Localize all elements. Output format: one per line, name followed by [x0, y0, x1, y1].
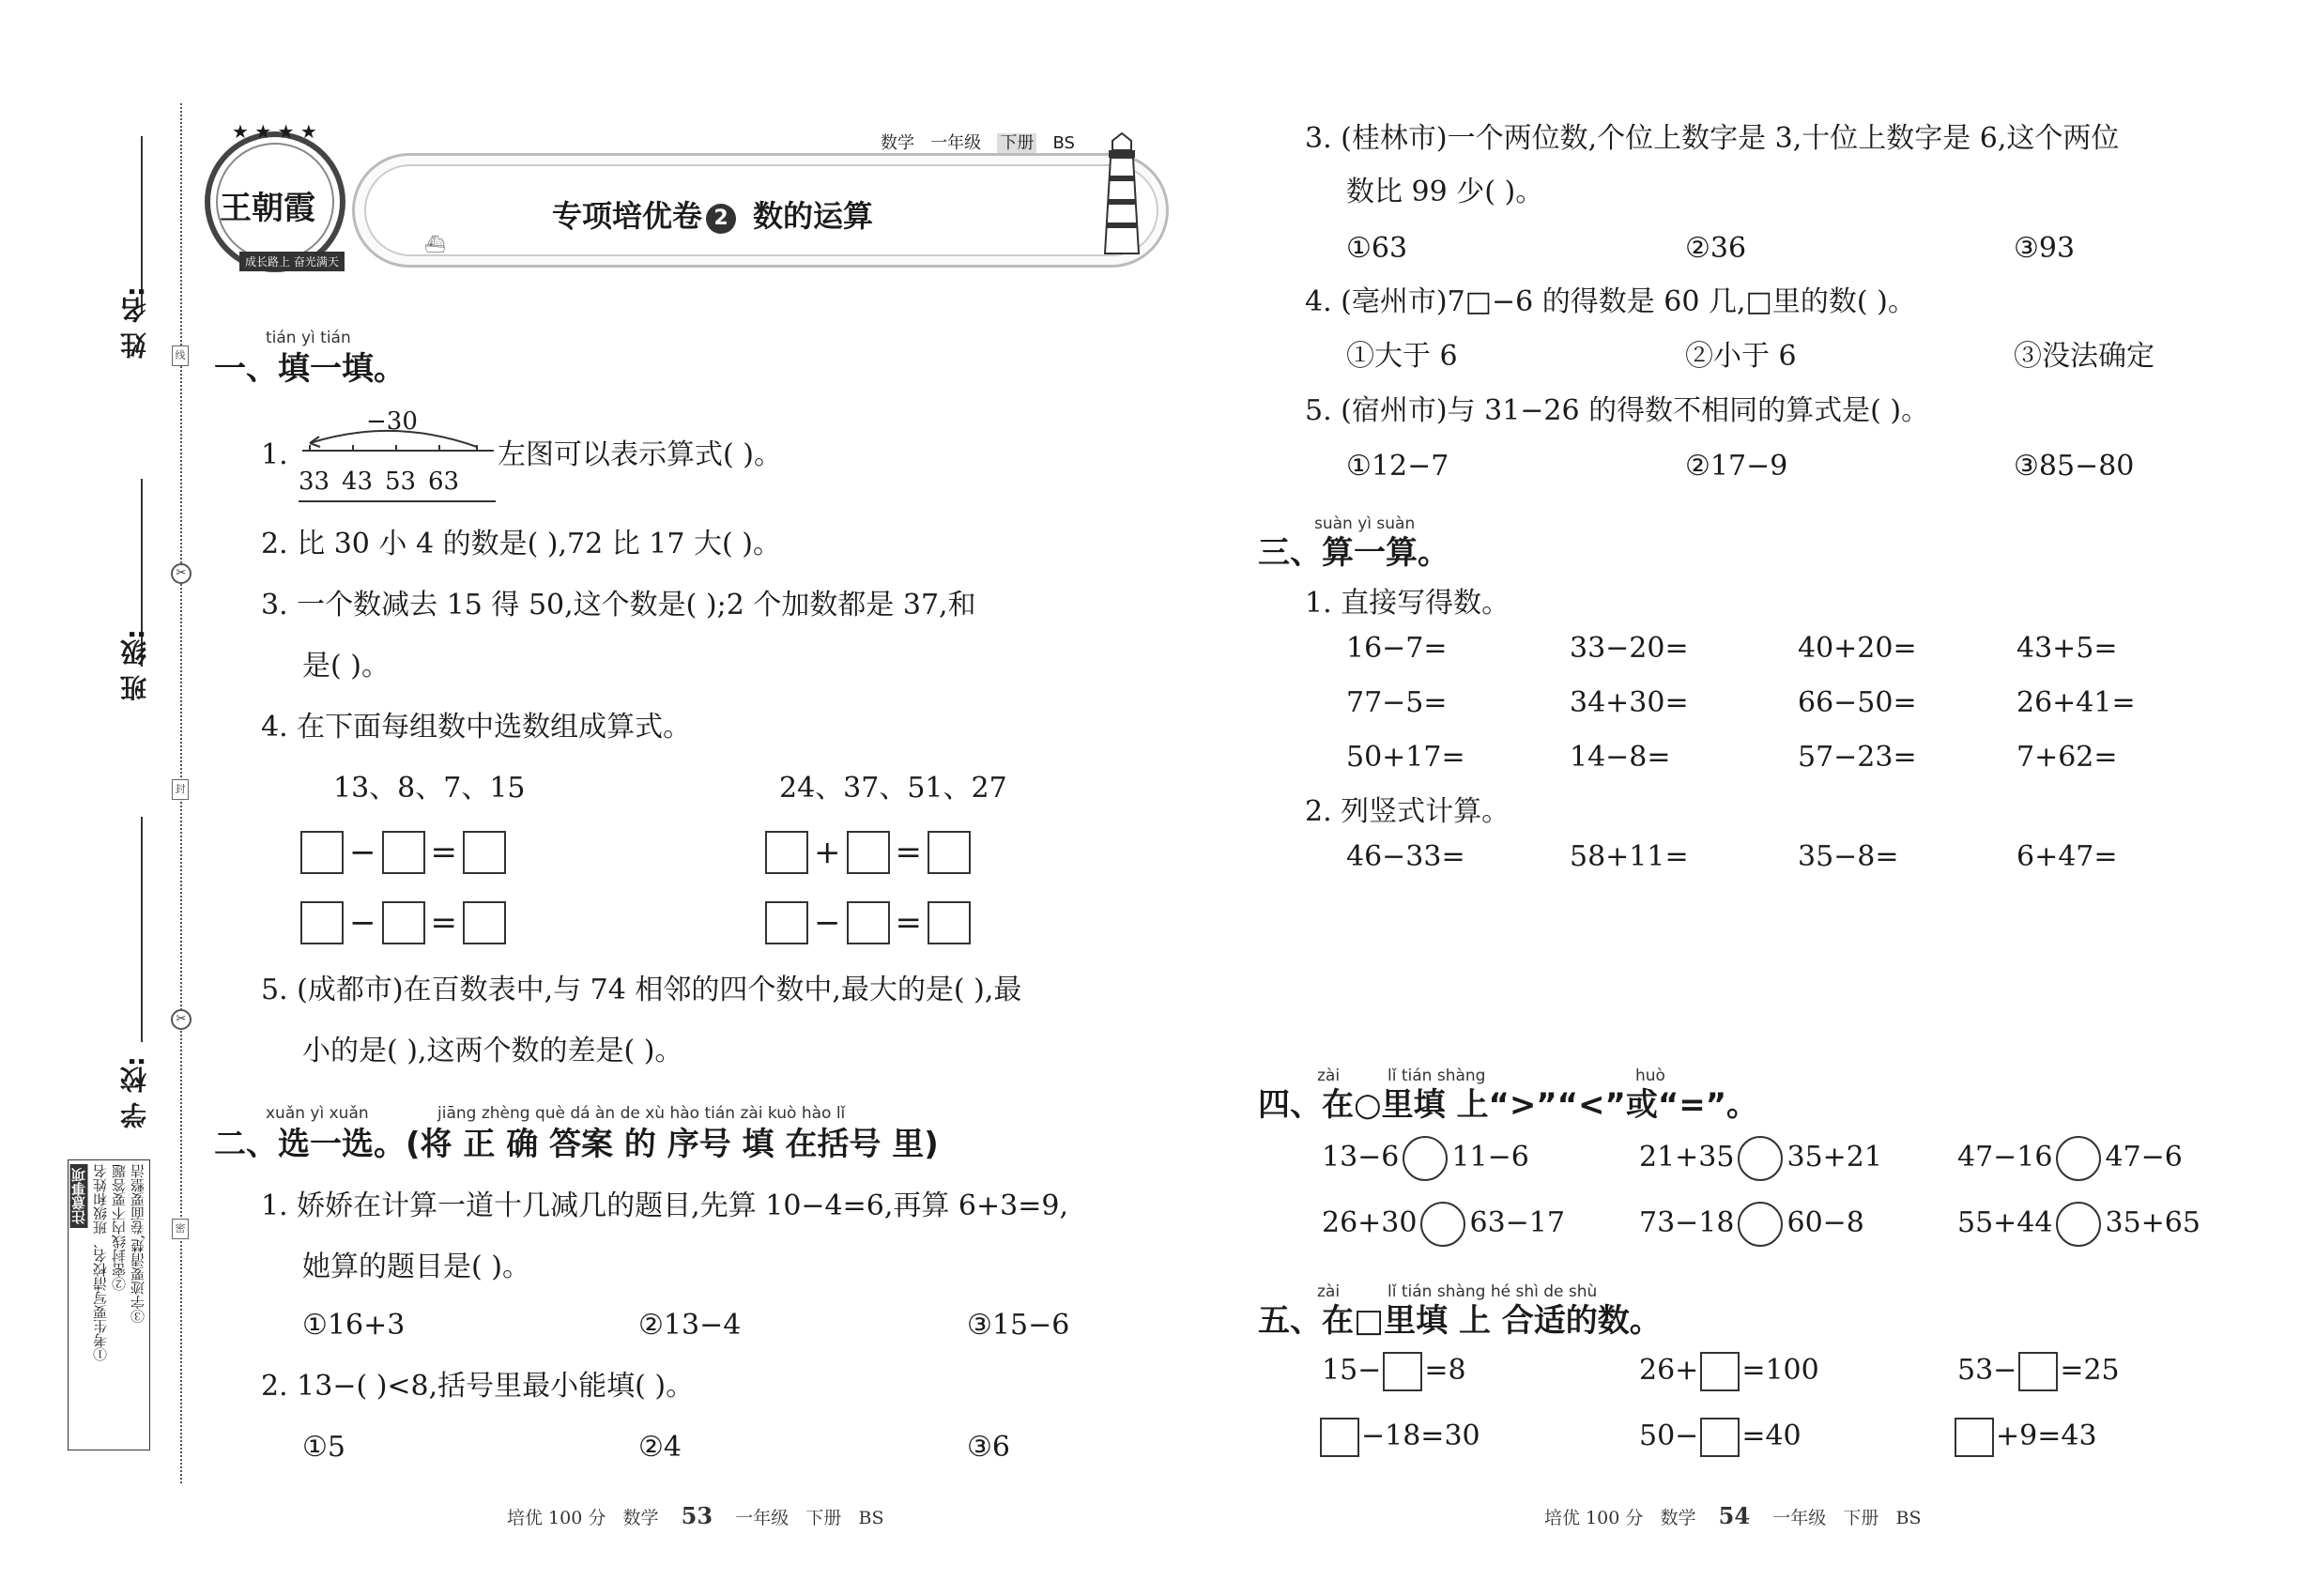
- calc-item: 58+11=: [1570, 840, 1689, 873]
- notice-item: ③字迹要清楚,卷面要整洁: [130, 1164, 146, 1324]
- question-text: 5. (宿州市)与 31−26 的得数不相同的算式是( )。: [1305, 394, 1930, 427]
- compare-item: 47−16 47−6: [1957, 1136, 2183, 1181]
- question-text: 1. 娇娇在计算一道十几减几的题目,先算 10−4=6,再算 6+3=9,: [261, 1189, 1068, 1222]
- jump-label: −30: [366, 407, 418, 436]
- answer-box[interactable]: [300, 831, 344, 874]
- question-text: 2. 13−( )<8,括号里最小能填( )。: [261, 1370, 695, 1403]
- answer-box[interactable]: [1383, 1352, 1422, 1391]
- tick-label: 43: [342, 468, 374, 496]
- question-text: 1. 直接写得数。: [1305, 587, 1510, 620]
- answer-box[interactable]: [463, 831, 506, 874]
- answer-box[interactable]: [1955, 1418, 1994, 1457]
- fill-item: 15− =8: [1322, 1352, 1466, 1391]
- option[interactable]: ③85−80: [2014, 450, 2135, 483]
- compare-circle[interactable]: [1403, 1136, 1448, 1181]
- question-text: 是( )。: [302, 650, 390, 683]
- calc-item: 16−7=: [1346, 632, 1448, 665]
- equation-blanks: − =: [765, 901, 971, 944]
- answer-box[interactable]: [2018, 1352, 2058, 1391]
- answer-box[interactable]: [765, 901, 808, 944]
- answer-box[interactable]: [765, 831, 808, 874]
- calc-item: 57−23=: [1798, 741, 1917, 774]
- answer-box[interactable]: [463, 901, 506, 944]
- option[interactable]: ③没法确定: [2014, 340, 2154, 373]
- fill-item: +9=43: [1953, 1418, 2097, 1457]
- pinyin: huò: [1635, 1067, 1665, 1085]
- answer-box[interactable]: [928, 831, 971, 874]
- option[interactable]: ③6: [967, 1431, 1010, 1464]
- option[interactable]: ①16+3: [302, 1309, 406, 1342]
- answer-box[interactable]: [847, 901, 890, 944]
- pinyin: zài: [1317, 1282, 1341, 1301]
- calc-item: 7+62=: [2016, 741, 2118, 774]
- calc-item: 35−8=: [1798, 840, 1899, 873]
- scissors-icon: ✂: [171, 1009, 192, 1030]
- section-1-title: 一、填一填。: [214, 350, 406, 388]
- compare-item: 73−18 60−8: [1639, 1202, 1864, 1247]
- question-text: 她算的题目是( )。: [302, 1251, 530, 1283]
- question-text: 3. 一个数减去 15 得 50,这个数是( );2 个加数都是 37,和: [261, 589, 976, 622]
- compare-item: 26+30 63−17: [1322, 1202, 1565, 1247]
- calc-item: 26+41=: [2016, 686, 2136, 719]
- pinyin: zài: [1317, 1067, 1341, 1085]
- page-title: 专项培优卷 2 数的运算: [552, 198, 874, 234]
- cut-mark: 密: [172, 1219, 189, 1239]
- answer-box[interactable]: [1700, 1418, 1740, 1457]
- calc-item: 34+30=: [1570, 686, 1689, 719]
- cut-mark: 线: [172, 345, 189, 366]
- question-number: 1.: [261, 438, 288, 471]
- notice-box: [68, 1159, 150, 1450]
- answer-box[interactable]: [382, 831, 425, 874]
- calc-item: 33−20=: [1570, 632, 1689, 665]
- equation-blanks: − =: [300, 901, 506, 944]
- answer-box[interactable]: [382, 901, 425, 944]
- calc-item: 46−33=: [1346, 840, 1465, 873]
- compare-circle[interactable]: [1738, 1136, 1783, 1181]
- notice-title: 注意事项: [70, 1164, 88, 1228]
- pinyin: lǐ tián shàng: [1388, 1067, 1486, 1085]
- compare-item: 21+35 35+21: [1639, 1136, 1882, 1181]
- compare-circle[interactable]: [2056, 1202, 2101, 1247]
- option[interactable]: ①大于 6: [1346, 340, 1458, 373]
- page-number: 54: [1718, 1502, 1751, 1529]
- question-text: 4. 在下面每组数中选数组成算式。: [261, 711, 692, 744]
- calc-item: 43+5=: [2016, 632, 2118, 665]
- pinyin: jiāng zhèng què dá àn de xù hào tián zài kuò hào lǐ: [437, 1104, 846, 1123]
- header-meta: 数学 一年级 下册 BS: [881, 133, 1075, 153]
- fill-item: 50− =40: [1639, 1418, 1802, 1457]
- option[interactable]: ③15−6: [967, 1309, 1070, 1342]
- name-label: 姓 名:: [119, 286, 150, 359]
- question-text: 2. 比 30 小 4 的数是( ),72 比 17 大( )。: [261, 528, 781, 560]
- notice-item: ①考生要写清校名、班级和姓名: [92, 1164, 109, 1361]
- school-label: 学 校:: [119, 1056, 150, 1128]
- option[interactable]: ③93: [2014, 232, 2076, 265]
- option[interactable]: ②4: [638, 1431, 682, 1464]
- compare-circle[interactable]: [1420, 1202, 1465, 1247]
- scissors-icon: ✂: [171, 563, 192, 584]
- compare-circle[interactable]: [1738, 1202, 1783, 1247]
- pinyin: suàn yì suàn: [1314, 514, 1416, 533]
- pinyin: lǐ tián shàng hé shì de shù: [1388, 1282, 1598, 1301]
- pinyin: tián yì tián: [266, 329, 351, 347]
- page-number: 53: [681, 1502, 713, 1529]
- star-icon: ★ ★ ★ ★: [232, 120, 317, 143]
- answer-box[interactable]: [1700, 1352, 1740, 1391]
- equation-blanks: + =: [765, 831, 971, 874]
- compare-item: 13−6 11−6: [1322, 1136, 1529, 1181]
- calc-item: 6+47=: [2016, 840, 2118, 873]
- fill-item: −18=30: [1318, 1418, 1480, 1457]
- option[interactable]: ①12−7: [1346, 450, 1449, 483]
- brand-name: 王朝霞: [220, 190, 315, 227]
- question-text: 左图可以表示算式( )。: [498, 438, 782, 471]
- section-3-title: 三、算一算。: [1258, 534, 1449, 572]
- number-group: 13、8、7、15: [333, 772, 526, 805]
- tick-label: 63: [428, 468, 460, 496]
- option[interactable]: ②36: [1685, 232, 1747, 265]
- compare-item: 55+44 35+65: [1957, 1202, 2200, 1247]
- question-text: 小的是( ),这两个数的差是( )。: [302, 1035, 683, 1067]
- question-text: 4. (亳州市)7□−6 的得数是 60 几,□里的数( )。: [1305, 285, 1916, 318]
- calc-item: 66−50=: [1798, 686, 1917, 719]
- option[interactable]: ②小于 6: [1685, 340, 1797, 373]
- question-text: 数比 99 少( )。: [1346, 176, 1544, 208]
- equation-blanks: − =: [300, 831, 506, 874]
- option[interactable]: ①63: [1346, 232, 1408, 265]
- calc-item: 40+20=: [1798, 632, 1917, 665]
- option[interactable]: ②13−4: [638, 1309, 742, 1342]
- page-footer: 培优 100 分 数学 54 一年级 下册 BS: [1544, 1502, 1922, 1529]
- cut-mark: 封: [172, 779, 189, 800]
- ship-icon: ⛴: [424, 235, 446, 254]
- section-4-title: 四、在○里填 上“>”“<”或“=”。: [1258, 1086, 1759, 1124]
- brand-slogan: 成长路上 奋光满天: [239, 252, 345, 271]
- answer-box[interactable]: [847, 831, 890, 874]
- page-footer: 培优 100 分 数学 53 一年级 下册 BS: [507, 1502, 884, 1529]
- section-2-title: 二、选一选。(将 正 确 答案 的 序号 填 在括号 里): [214, 1126, 939, 1163]
- tick-label: 53: [385, 468, 417, 496]
- question-text: 5. (成都市)在百数表中,与 74 相邻的四个数中,最大的是( ),最: [261, 974, 1022, 1006]
- fill-item: 26+ =100: [1639, 1352, 1819, 1391]
- calc-item: 50+17=: [1346, 741, 1465, 774]
- calc-item: 77−5=: [1346, 686, 1448, 719]
- answer-box[interactable]: [928, 901, 971, 944]
- tick-label: 33: [299, 468, 330, 496]
- answer-box[interactable]: [1320, 1418, 1359, 1457]
- calc-item: 14−8=: [1570, 741, 1671, 774]
- pinyin: xuǎn yì xuǎn: [266, 1104, 369, 1123]
- class-label: 班 级:: [119, 629, 150, 701]
- answer-box[interactable]: [300, 901, 344, 944]
- notice-item: ②密封线内不要答题: [111, 1164, 128, 1291]
- option[interactable]: ②17−9: [1685, 450, 1788, 483]
- number-group: 24、37、51、27: [779, 772, 1007, 805]
- question-text: 2. 列竖式计算。: [1305, 795, 1510, 828]
- fill-item: 53− =25: [1957, 1352, 2120, 1391]
- section-5-title: 五、在□里填 上 合适的数。: [1258, 1302, 1662, 1340]
- lighthouse-icon: [1094, 131, 1150, 262]
- question-text: 3. (桂林市)一个两位数,个位上数字是 3,十位上数字是 6,这个两位: [1305, 122, 2120, 155]
- compare-circle[interactable]: [2056, 1136, 2101, 1181]
- option[interactable]: ①5: [302, 1431, 345, 1464]
